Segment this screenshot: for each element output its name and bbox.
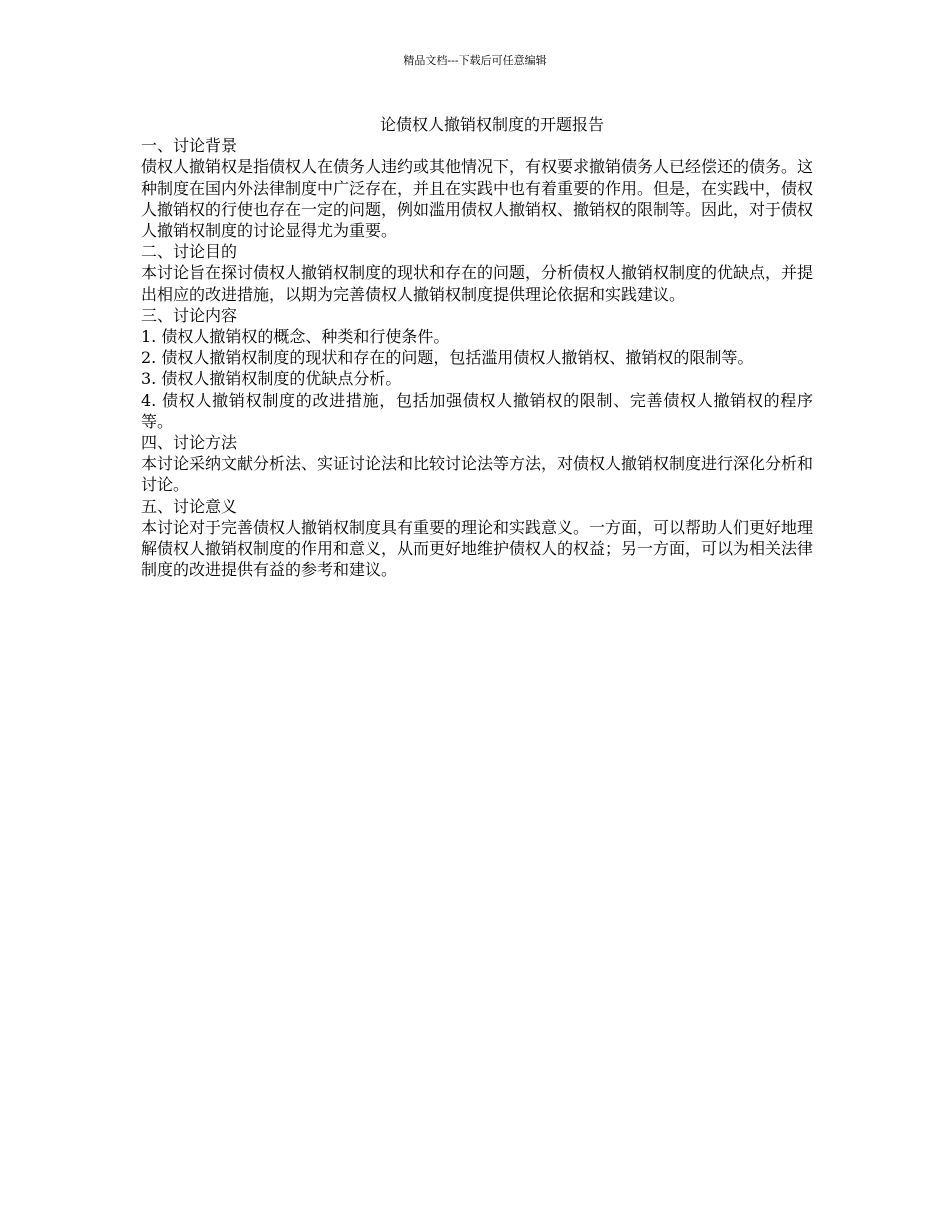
section-heading-background: 一、讨论背景	[141, 136, 238, 156]
section-paragraph-significance: 本讨论对于完善债权人撤销权制度具有重要的理论和实践意义。一方面，可以帮助人们更好地理解债权人撤销权制度的作用和意义，从而更好地维护债权人的权益；另一方面，可以为相关法律制度的改进提供有益的参考和建议。	[141, 517, 814, 580]
section-heading-content: 三、讨论内容	[141, 305, 238, 325]
section-paragraph-method: 本讨论采纳文献分析法、实证讨论法和比较讨论法等方法，对债权人撤销权制度进行深化分析和讨论。	[141, 454, 814, 495]
section-heading-purpose: 二、讨论目的	[141, 242, 238, 262]
content-list	[141, 326, 813, 432]
list-item: 1. 债权人撤销权的概念、种类和行使条件。	[141, 327, 450, 347]
section-heading-method: 四、讨论方法	[141, 433, 238, 453]
page-header-watermark: 精品文档---下载后可任意编辑	[403, 54, 547, 67]
section-paragraph-background: 债权人撤销权是指债权人在债务人违约或其他情况下，有权要求撤销债务人已经偿还的债务。这种制度在国内外法律制度中广泛存在，并且在实践中也有着重要的作用。但是，在实践中，债权人撤销权的行使也存在一定的问题，例如滥用债权人撤销权、撤销权的限制等。因此，对于债权人撤销权制度的讨论显得尤为重要。	[141, 157, 814, 241]
section-paragraph-purpose: 本讨论旨在探讨债权人撤销权制度的现状和存在的问题，分析债权人撤销权制度的优缺点，并提出相应的改进措施，以期为完善债权人撤销权制度提供理论依据和实践建议。	[141, 263, 814, 304]
list-item: 3. 债权人撤销权制度的优缺点分析。	[141, 369, 402, 389]
list-item: 4. 债权人撤销权制度的改进措施，包括加强债权人撤销权的限制、完善债权人撤销权的程序等。	[141, 390, 813, 431]
section-heading-significance: 五、讨论意义	[141, 496, 238, 516]
document-title: 论债权人撤销权制度的开题报告	[379, 115, 604, 134]
document-body	[141, 114, 813, 580]
list-item: 2. 债权人撤销权制度的现状和存在的问题，包括滥用债权人撤销权、撤销权的限制等。	[141, 348, 754, 368]
